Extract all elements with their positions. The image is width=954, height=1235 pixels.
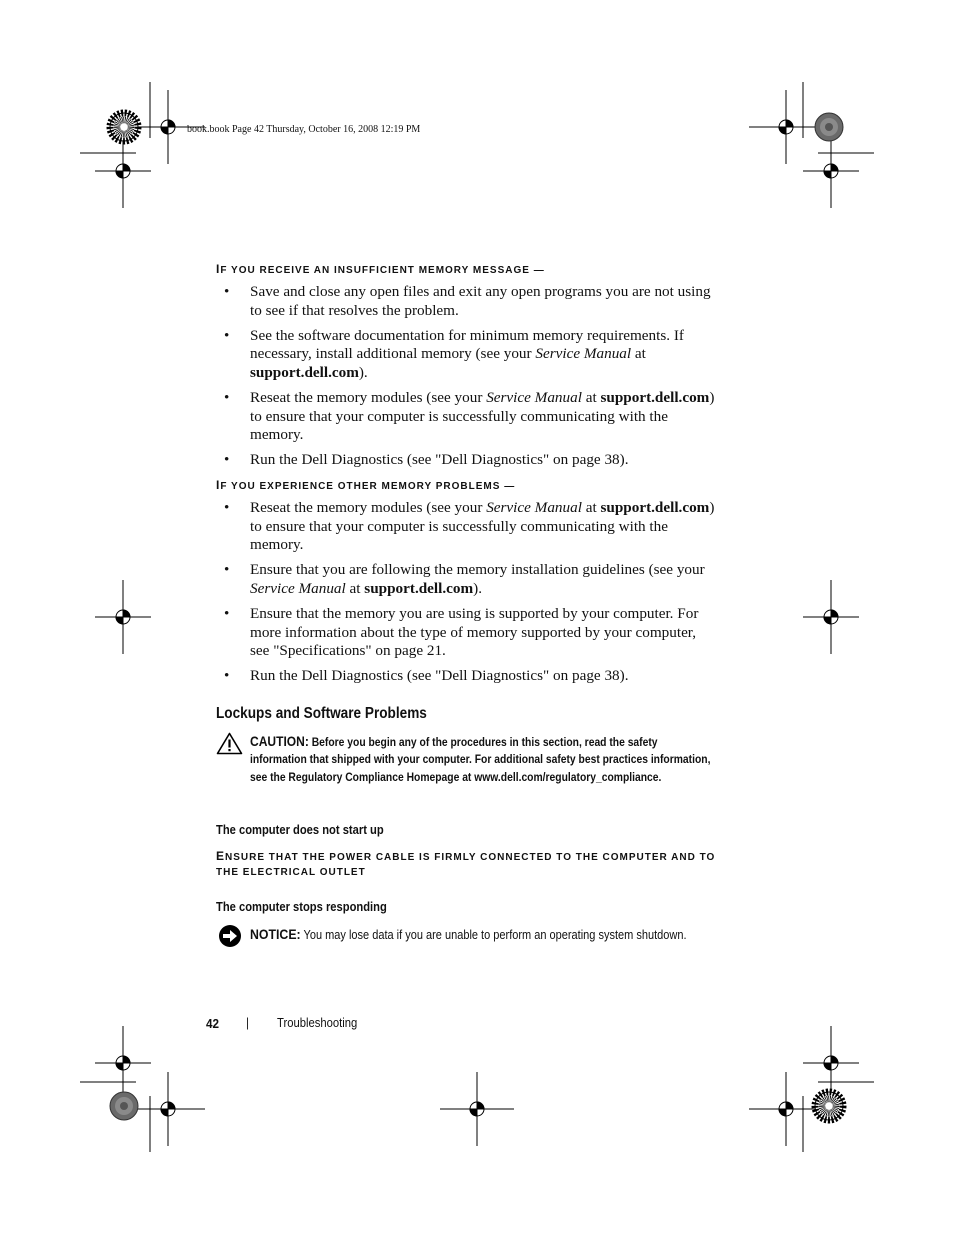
instruction-line-1: NSURE THAT THE POWER CABLE IS FIRMLY CONNECTED TO THE COMPUTER AND TO (225, 852, 716, 863)
step-text: Run the Dell Diagnostics (see "Dell Diagnostics" on page 38). (250, 451, 629, 469)
step-text: See the software documentation for minimum memory requirements. If necessary, install additional memory (see your (250, 326, 684, 363)
registration-target-icon (440, 1072, 514, 1146)
caution-text: Before you begin any of the procedures in this section, read the safety information that shipped with your computer. For additional safety best practices information, see the Regulatory Compliance Homepage at www.dell.com/regulatory_compliance. (250, 735, 711, 784)
insufficient-memory-heading (216, 262, 545, 276)
step-text: at (345, 579, 365, 597)
step-text: at (631, 345, 646, 363)
step-text: at (581, 388, 601, 406)
power-cable-instruction (216, 849, 715, 863)
registration-target-icon (95, 134, 151, 208)
step-text: Reseat the memory modules (see your (250, 499, 487, 516)
manual-title: Service Manual (250, 579, 346, 597)
bullet-glyph: • (224, 667, 230, 685)
list-item (216, 451, 716, 470)
website-link-text: support.dell.com (600, 499, 710, 516)
list-item (216, 561, 716, 598)
notice-text: You may lose data if you are unable to perform an operating system shutdown. (303, 928, 687, 942)
step-text: Ensure that you are following the memory installation guidelines (see your (250, 561, 705, 579)
registration-target-icon (749, 1072, 823, 1146)
list-item (216, 327, 716, 383)
page-number: 42 (206, 1016, 220, 1031)
bullet-glyph: • (224, 388, 230, 406)
step-text: at (581, 499, 601, 516)
website-link-text: support.dell.com (364, 579, 474, 597)
caution-label: CAUTION: (250, 733, 309, 749)
website-link-text: support.dell.com (250, 363, 359, 381)
manual-title: Service Manual (486, 388, 582, 406)
bullet-glyph: • (224, 326, 230, 344)
footer-section-name: Troubleshooting (277, 1016, 358, 1030)
manual-title: Service Manual (486, 499, 582, 516)
starburst-wheel-icon (110, 113, 138, 141)
website-link-text: support.dell.com (600, 388, 710, 406)
step-text: ). (358, 363, 368, 381)
lockups-section-title: Lockups and Software Problems (216, 705, 427, 722)
registration-target-icon (95, 1026, 151, 1100)
other-memory-problems-heading (216, 478, 515, 492)
step-text: ) to ensure that your computer is successfully communicating with the memory. (250, 499, 715, 554)
registration-target-icon (131, 1072, 205, 1146)
instruction-initial: E (216, 849, 226, 863)
heading-rest: F YOU RECEIVE AN INSUFFICIENT MEMORY MESSAGE — (220, 265, 545, 276)
list-item (216, 389, 716, 445)
bullet-glyph: • (224, 561, 230, 579)
stops-responding-title: The computer stops responding (216, 899, 387, 914)
heading-rest: F YOU EXPERIENCE OTHER MEMORY PROBLEMS — (220, 481, 516, 492)
print-slug-line: book.book Page 42 Thursday, October 16, 2008 12:19 PM (187, 124, 421, 135)
step-text: Ensure that the memory you are using is supported by your computer. For more information about the type of memory supported by your computer, see "Specifications" on page 21. (250, 604, 699, 660)
list-item (216, 283, 716, 320)
registration-target-icon (803, 580, 859, 654)
insufficient-memory-steps (216, 283, 716, 476)
list-item (216, 499, 716, 555)
notice-label: NOTICE: (250, 926, 301, 942)
other-memory-steps (216, 499, 716, 692)
bullet-glyph: • (224, 451, 230, 469)
registration-target-icon (749, 90, 823, 164)
texture-wheel-icon (815, 113, 843, 141)
texture-wheel-icon (110, 1092, 138, 1120)
step-text: Run the Dell Diagnostics (see "Dell Diagnostics" on page 38). (250, 667, 629, 685)
caution-note (250, 733, 714, 786)
does-not-start-title: The computer does not start up (216, 822, 384, 837)
power-cable-instruction-line-2: THE ELECTRICAL OUTLET (216, 867, 366, 878)
manual-title: Service Manual (535, 345, 632, 363)
notice-arrow-icon (218, 924, 242, 948)
bullet-glyph: • (224, 499, 230, 516)
bullet-glyph: • (224, 604, 230, 622)
starburst-wheel-icon (815, 1092, 843, 1120)
list-item (216, 605, 716, 661)
list-item (216, 667, 716, 686)
registration-target-icon (95, 580, 151, 654)
bullet-glyph: • (224, 283, 230, 300)
notice-note (250, 926, 725, 945)
step-text: ). (473, 579, 483, 597)
step-text: Save and close any open files and exit any open programs you are not using to see if that resolves the problem. (250, 283, 711, 319)
registration-target-icon (803, 134, 859, 208)
heading-initial: I (216, 262, 221, 276)
heading-initial: I (216, 478, 221, 492)
step-text: ) to ensure that your computer is successfully communicating with the memory. (250, 388, 715, 444)
footer-separator: | (246, 1016, 249, 1030)
step-text: Reseat the memory modules (see your (250, 388, 487, 406)
caution-triangle-icon (216, 732, 243, 755)
